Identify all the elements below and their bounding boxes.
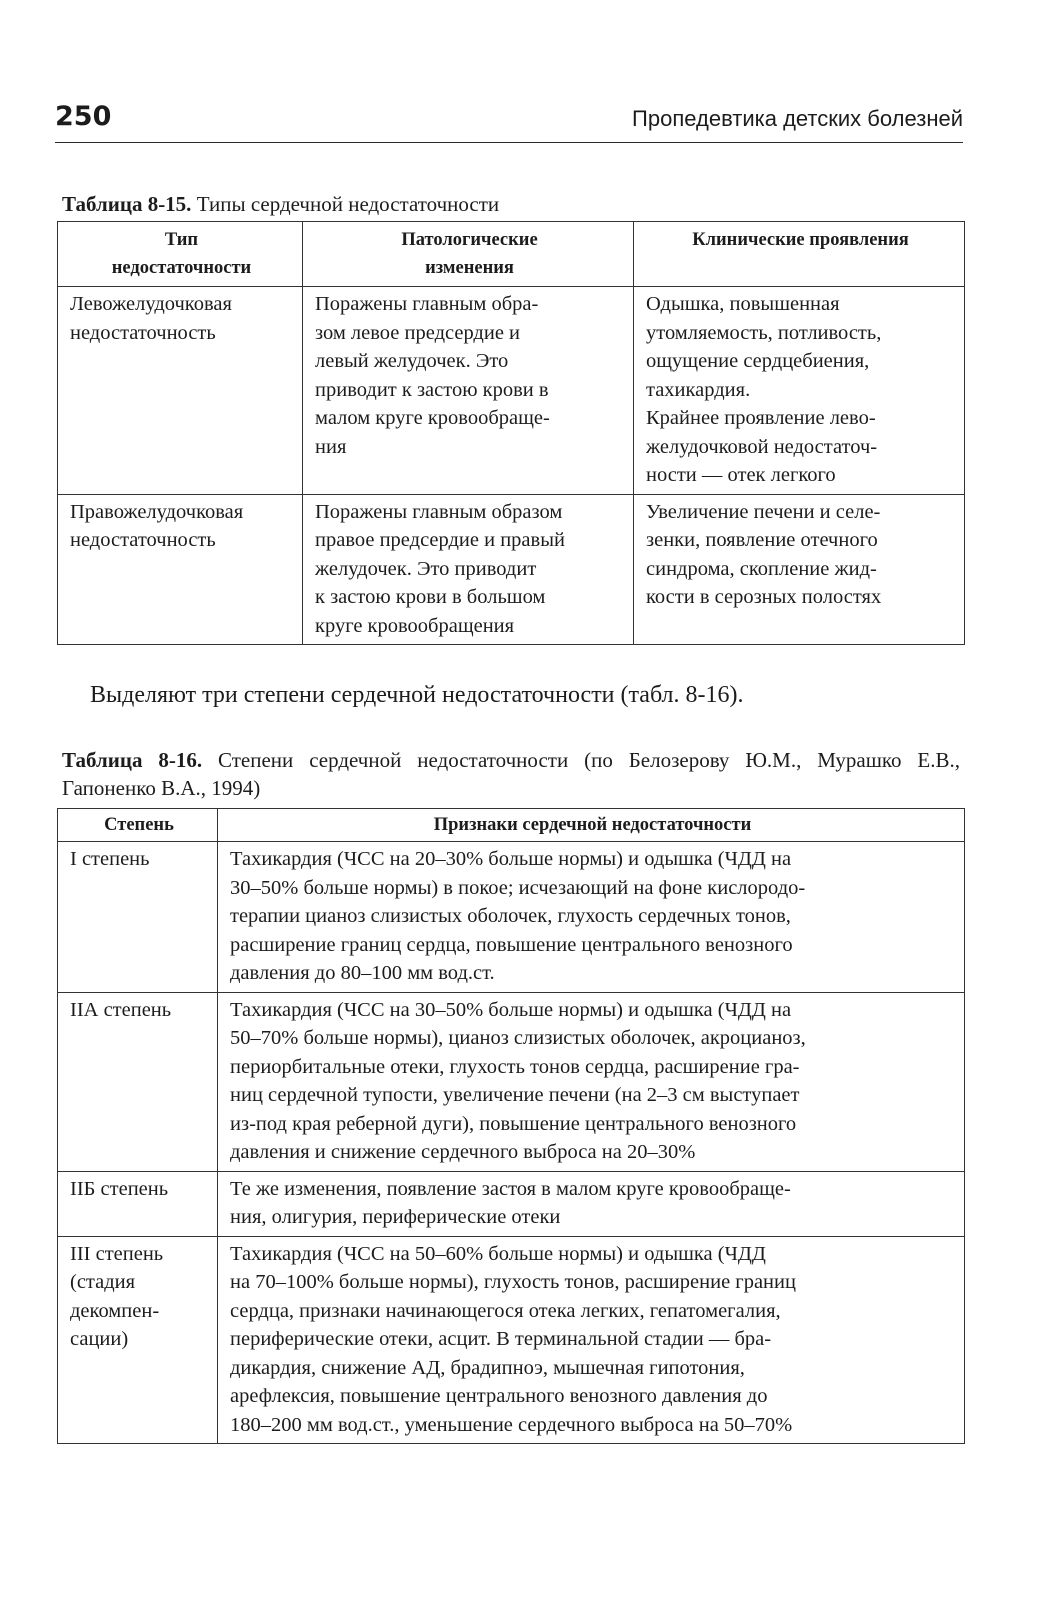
running-title: Пропедевтика детских болезней	[632, 106, 963, 131]
table-cell: Поражены главным обра- зом левое предсердие и левый желудочек. Это приводит к застою крови в малом круге кровообраще- ния	[303, 287, 634, 495]
table-header-row	[58, 809, 965, 842]
table-caption	[62, 190, 499, 218]
heart-failure-types-table	[57, 221, 965, 645]
column-header: Тип недостаточности	[58, 222, 303, 287]
table-cell: Поражены главным образом правое предсердие и правый желудочек. Это приводит к застою крови в большом круге кровообращения	[303, 494, 634, 645]
table-cell: IIБ степень	[58, 1171, 218, 1236]
table-cell: III степень (стадия декомпен- сации)	[58, 1236, 218, 1444]
table-cell: Левожелудочковая недостаточность	[58, 287, 303, 495]
table-caption-label: Таблица 8-16.	[62, 748, 203, 772]
table-cell: Правожелудочковая недостаточность	[58, 494, 303, 645]
table-cell: Тахикардия (ЧСС на 50–60% больше нормы) и одышка (ЧДД на 70–100% больше нормы), глухость тонов, расширение границ сердца, признаки начинающегося отека легких, гепатомегалия, периферические отеки, асцит. В терминальной стадии — бра- дикардия, снижение АД, брадипноэ, мышечная гипотония, арефлексия, повышение центрального венозного давления до 180–200 мм вод.ст., уменьшение сердечного выброса на 50–70%	[218, 1236, 965, 1444]
table-cell: Те же изменения, появление застоя в малом круге кровообраще- ния, олигурия, периферические отеки	[218, 1171, 965, 1236]
column-header: Клинические проявления	[634, 222, 965, 287]
page-number: 250	[55, 101, 112, 132]
table-row	[58, 992, 965, 1171]
table-caption-text: Типы сердечной недостаточности	[191, 192, 500, 216]
table-header-row	[58, 222, 965, 287]
table-row	[58, 1236, 965, 1444]
table-cell: Тахикардия (ЧСС на 30–50% больше нормы) и одышка (ЧДД на 50–70% больше нормы), цианоз слизистых оболочек, акроцианоз, периорбитальные отеки, глухость тонов сердца, расширение гра- ниц сердечной тупости, увеличение печени (на 2–3 см выступает из-под края реберной дуги), повышение центрального венозного давления и снижение сердечного выброса на 20–30%	[218, 992, 965, 1171]
table-caption-label: Таблица 8-15.	[62, 192, 192, 216]
table-row	[58, 1171, 965, 1236]
table-caption-text: Степени сердечной недостаточности (по Белозерову Ю.М., Мурашко Е.В., Гапоненко В.А., 1994)	[62, 748, 961, 800]
table-row	[58, 494, 965, 645]
column-header: Признаки сердечной недостаточности	[218, 809, 965, 842]
table-caption	[62, 746, 960, 802]
body-paragraph: Выделяют три степени сердечной недостаточности (табл. 8-16).	[90, 682, 744, 708]
table-row	[58, 842, 965, 993]
table-cell: Одышка, повышенная утомляемость, потливость, ощущение сердцебиения, тахикардия. Крайнее проявление лево- желудочковой недостаточ- ности — отек легкого	[634, 287, 965, 495]
column-header: Патологические изменения	[303, 222, 634, 287]
page-header	[55, 100, 963, 143]
table-row	[58, 287, 965, 495]
table-cell: Тахикардия (ЧСС на 20–30% больше нормы) и одышка (ЧДД на 30–50% больше нормы) в покое; исчезающий на фоне кислородо- терапии цианоз слизистых оболочек, глухость сердечных тонов, расширение границ сердца, повышение центрального венозного давления до 80–100 мм вод.ст.	[218, 842, 965, 993]
table-cell: I степень	[58, 842, 218, 993]
column-header: Степень	[58, 809, 218, 842]
table-cell: IIА степень	[58, 992, 218, 1171]
table-cell: Увеличение печени и селе- зенки, появление отечного синдрома, скопление жид- кости в серозных полостях	[634, 494, 965, 645]
heart-failure-degrees-table	[57, 808, 965, 1444]
